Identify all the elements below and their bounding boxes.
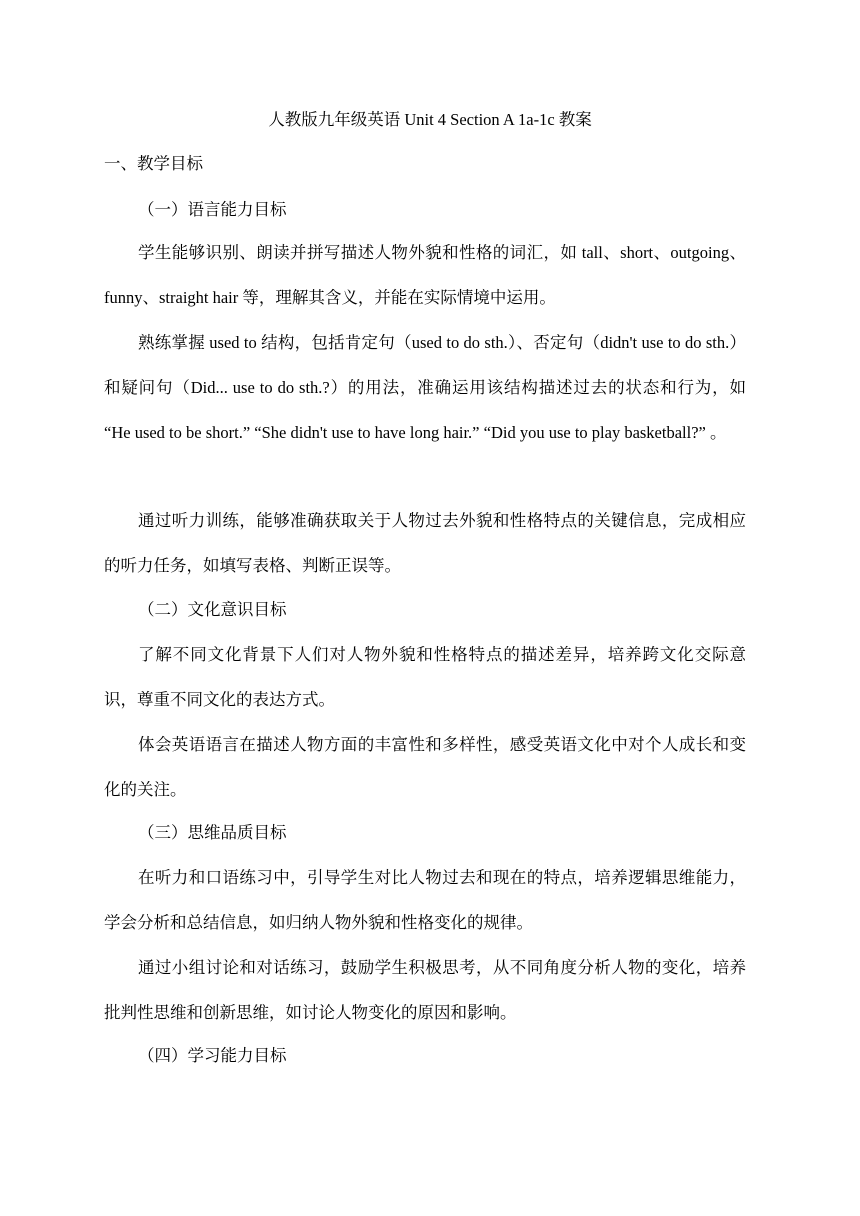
document-title: 人教版九年级英语 Unit 4 Section A 1a-1c 教案	[268, 110, 592, 129]
paragraph-logical-thinking: 在听力和口语练习中，引导学生对比人物过去和现在的特点，培养逻辑思维能力，学会分析和总结信息，如归纳人物外貌和性格变化的规律。	[104, 868, 746, 932]
paragraph-listening-training: 通过听力训练，能够准确获取关于人物过去外貌和性格特点的关键信息，完成相应的听力任务，如填写表格、判断正误等。	[104, 511, 746, 575]
paragraph-english-richness: 体会英语语言在描述人物方面的丰富性和多样性，感受英语文化中对个人成长和变化的关注。	[104, 735, 746, 799]
subsection-heading-language-ability: （一）语言能力目标	[138, 200, 287, 219]
paragraph-critical-thinking: 通过小组讨论和对话练习，鼓励学生积极思考，从不同角度分析人物的变化，培养批判性思维和创新思维，如讨论人物变化的原因和影响。	[104, 958, 746, 1022]
paragraph-used-to-structure: 熟练掌握 used to 结构，包括肯定句（used to do sth.）、否定句（didn't use to do sth.）和疑问句（Did... use to do sth.?）的用法，准确运用该结构描述过去的状态和行为，如 “He used to be short.” “She didn't use to have long hair.” “Did you use to play basketball?” 。	[104, 333, 746, 442]
paragraph-cultural-differences: 了解不同文化背景下人们对人物外貌和性格特点的描述差异，培养跨文化交际意识，尊重不同文化的表达方式。	[104, 645, 746, 709]
subsection-heading-thinking-quality: （三）思维品质目标	[138, 823, 287, 842]
subsection-heading-cultural-awareness: （二）文化意识目标	[138, 600, 287, 619]
paragraph-vocabulary: 学生能够识别、朗读并拼写描述人物外貌和性格的词汇，如 tall、short、outgoing、funny、straight hair 等，理解其含义，并能在实际情境中运用。	[104, 243, 746, 307]
section-heading-teaching-goals: 一、教学目标	[104, 154, 203, 173]
subsection-heading-learning-ability: （四）学习能力目标	[138, 1046, 287, 1065]
